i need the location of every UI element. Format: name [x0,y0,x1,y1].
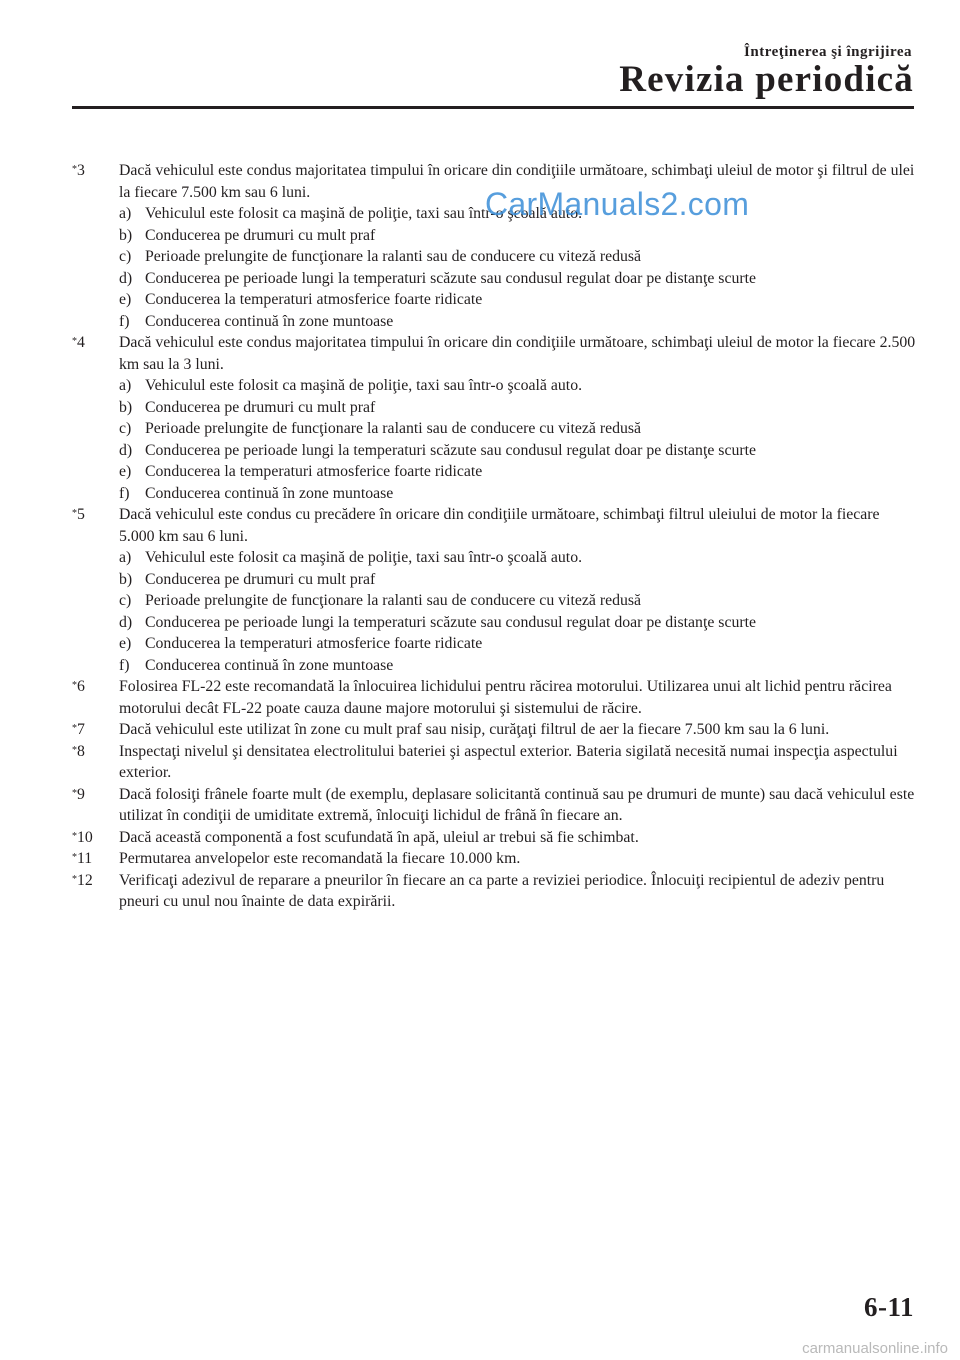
footnote [72,719,918,741]
list-item [119,440,918,462]
footnote [72,827,918,849]
list-item-letter: c) [119,420,132,437]
list-item-letter: e) [119,635,132,652]
footnote-text: Inspectaţi nivelul şi densitatea electrolitului bateriei şi aspectul exterior. Bateria sigilată necesită numai inspecţia aspectului exterior. [119,742,898,781]
footnote-number: 8 [77,742,85,760]
list-item [119,461,918,483]
list-item-text: Conducerea la temperaturi atmosferice foarte ridicate [145,291,483,308]
list-item-letter: b) [119,398,133,416]
list-item-text: Conducerea continuă în zone muntoase [145,656,394,674]
list-item [119,311,918,333]
footnote-marker [72,504,85,528]
footnote [72,870,918,913]
list-item-text: Conducerea pe perioade lungi la temperaturi scăzute sau condusul regulat doar pe distanţe scurte [145,613,757,631]
list-item-letter: d) [119,613,133,631]
list-item-text: Conducerea continuă în zone muntoase [145,312,394,330]
page-title: Revizia periodică [619,59,914,100]
asterisk-symbol: * [72,852,77,863]
footnote-number: 10 [77,828,93,846]
list-item-text: Perioade prelungite de funcţionare la ralanti sau de conducere cu viteză redusă [145,420,642,437]
footnote [72,504,918,676]
footnote [72,332,918,504]
list-item-letter: f) [119,656,130,674]
list-item-letter: f) [119,312,130,330]
list-item-text: Conducerea pe perioade lungi la temperaturi scăzute sau condusul regulat doar pe distanţe scurte [145,269,757,287]
asterisk-symbol: * [72,508,77,519]
list-item-letter: b) [119,570,133,588]
list-item-letter: a) [119,205,132,222]
list-item-text: Conducerea pe drumuri cu mult praf [145,570,376,588]
footnote-number: 9 [77,785,85,803]
footnote-text: Permutarea anvelopelor este recomandată la fiecare 10.000 km. [119,850,521,867]
list-item-text: Conducerea la temperaturi atmosferice foarte ridicate [145,463,483,480]
list-item [119,268,918,290]
list-item [119,655,918,677]
list-item-letter: d) [119,269,133,287]
list-item-letter: c) [119,248,132,265]
footnote-number: 12 [77,871,93,889]
footnote-number: 6 [77,678,85,695]
list-item [119,246,918,268]
asterisk-symbol: * [72,787,77,799]
footnote-marker [72,784,85,808]
asterisk-symbol: * [72,744,77,756]
footnotes-list [72,160,918,913]
list-item-text: Conducerea continuă în zone muntoase [145,484,394,502]
footnote-text: Dacă vehiculul este condus cu precădere în oricare din condiţiile următoare, schimbaţi filtrul uleiului de motor la fiecare 5.000 km sau 6 luni. [119,506,880,545]
footnote-marker [72,676,85,700]
list-item [119,225,918,247]
list-item [119,633,918,655]
list-item-letter: f) [119,484,130,502]
list-item-text: Vehiculul este folosit ca maşină de poliţie, taxi sau într-o şcoală auto. [145,377,583,394]
asterisk-symbol: * [72,336,77,347]
asterisk-symbol: * [72,830,77,842]
footnote-marker [72,827,93,851]
list-item-text: Perioade prelungite de funcţionare la ralanti sau de conducere cu viteză redusă [145,592,642,609]
footnote-number: 5 [77,506,85,523]
list-item [119,569,918,591]
list-item-text: Vehiculul este folosit ca maşină de poliţie, taxi sau într-o şcoală auto. [145,549,583,566]
footnote-text: Dacă această componentă a fost scufundată în apă, uleiul ar trebui să fie schimbat. [119,828,639,846]
list-item-text: Conducerea pe drumuri cu mult praf [145,226,376,244]
footnote-marker [72,741,85,765]
list-item [119,397,918,419]
footnote-marker [72,719,85,743]
footnote-number: 3 [77,162,85,179]
list-item-text: Conducerea la temperaturi atmosferice foarte ridicate [145,635,483,652]
list-item-text: Vehiculul este folosit ca maşină de poliţie, taxi sau într-o şcoală auto. [145,205,583,222]
page-number: 6-11 [863,1292,914,1322]
list-item-letter: e) [119,291,132,308]
footnote-text: Dacă vehiculul este utilizat în zone cu mult praf sau nisip, curăţaţi filtrul de aer la fiecare 7.500 km sau la 6 luni. [119,721,830,738]
footnote-text: Folosirea FL-22 este recomandată la înlocuirea lichidului pentru răcirea motorului. Utilizarea unui alt lichid pentru răcirea motorului decât FL-22 poate cauza daune majore motorului şi sistemului de răcire. [119,678,892,717]
footnote-marker [72,160,85,184]
footnote-number: 11 [77,850,93,867]
footnote-text: Dacă folosiţi frânele foarte mult (de exemplu, deplasare solicitantă continuă sau pe drumuri de munte) sau dacă vehiculul este utilizat în condiţii de umiditate extremă, înlocuiţi lichidul de frână în fiecare an. [119,785,915,824]
footnote [72,741,918,784]
footnote [72,784,918,827]
list-item-letter: d) [119,441,133,459]
list-item-text: Perioade prelungite de funcţionare la ralanti sau de conducere cu viteză redusă [145,248,642,265]
footnote-marker [72,332,85,356]
footnote [72,848,918,870]
list-item [119,483,918,505]
list-item-letter: a) [119,549,132,566]
header-rule [72,106,914,109]
footnote-marker [72,848,92,872]
list-item-letter: e) [119,463,132,480]
footnote-number: 7 [77,721,85,738]
list-item [119,612,918,634]
footnote-text: Dacă vehiculul este condus majoritatea timpului în oricare din condiţiile următoare, schimbaţi uleiul de motor şi filtrul de ulei la fiecare 7.500 km sau 6 luni. [119,162,915,201]
asterisk-symbol: * [72,873,77,885]
footer-watermark[interactable]: carmanualsonline.info [802,1340,948,1357]
list-item [119,590,918,612]
list-item-letter: c) [119,592,132,609]
footnote-text: Dacă vehiculul este condus majoritatea timpului în oricare din condiţiile următoare, schimbaţi uleiul de motor la fiecare 2.500 km sau la 3 luni. [119,334,916,373]
asterisk-symbol: * [72,680,77,691]
list-item [119,375,918,397]
list-item-text: Conducerea pe perioade lungi la temperaturi scăzute sau condusul regulat doar pe distanţe scurte [145,441,757,459]
asterisk-symbol: * [72,164,77,175]
list-item [119,418,918,440]
footnote-number: 4 [77,334,85,351]
footnote [72,676,918,719]
list-item-letter: a) [119,377,132,394]
list-item [119,547,918,569]
section-title: Întreţinerea şi îngrijirea [744,44,912,60]
footnote-marker [72,870,93,894]
list-item [119,289,918,311]
list-item-text: Conducerea pe drumuri cu mult praf [145,398,376,416]
asterisk-symbol: * [72,723,77,734]
watermark-text: CarManuals2.com [485,186,750,222]
list-item-letter: b) [119,226,133,244]
footnote-text: Verificaţi adezivul de reparare a pneurilor în fiecare an ca parte a reviziei periodice. Înlocuiţi recipientul de adeziv pentru pneuri cu unul nou înainte de data expirării. [119,871,885,910]
